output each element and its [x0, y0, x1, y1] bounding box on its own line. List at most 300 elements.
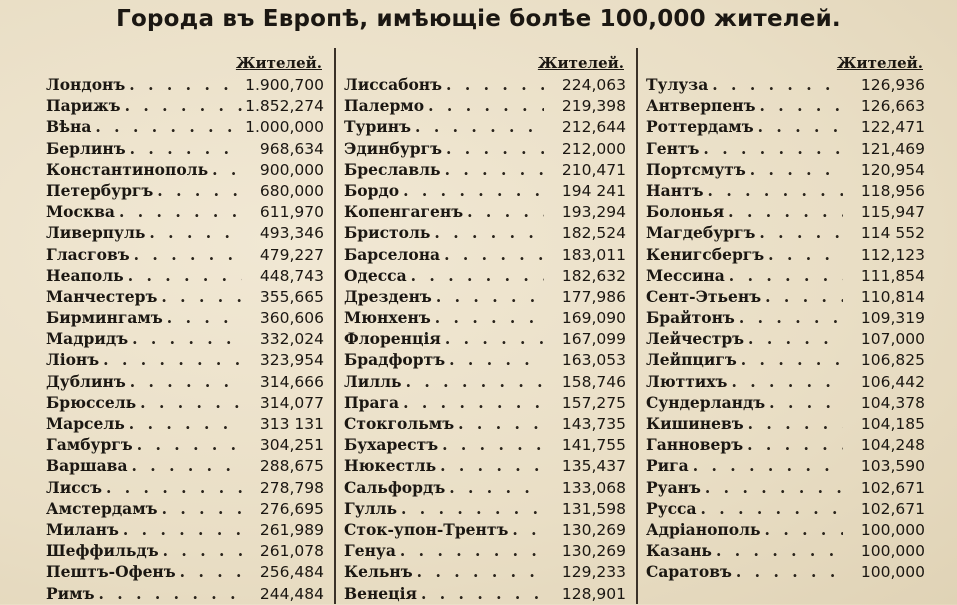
- table-row: [46, 498, 324, 519]
- leader-dots: [445, 477, 544, 498]
- city-name: Сток-упон-Трентъ: [344, 519, 509, 539]
- table-row: [344, 583, 626, 604]
- leader-dots: [407, 265, 544, 286]
- leader-dots: [159, 540, 242, 561]
- leader-dots: [396, 540, 544, 561]
- city-name: Бордо: [344, 180, 400, 200]
- population-value: 128,901: [561, 584, 626, 603]
- city-name: Адріанополь: [646, 519, 761, 539]
- city-name: Гулль: [344, 498, 398, 518]
- city-name: Бристоль: [344, 223, 431, 243]
- city-name: Варшава: [46, 456, 128, 476]
- population-value: 143,735: [561, 415, 626, 433]
- table-row: [344, 349, 626, 370]
- leader-dots: [133, 434, 242, 455]
- table-row: [344, 371, 626, 392]
- city-name: Москва: [46, 202, 115, 222]
- city-name: Тулуза: [646, 75, 709, 94]
- leader-dots: [704, 180, 843, 201]
- table-row: [646, 286, 925, 307]
- city-name: Нантъ: [646, 180, 704, 200]
- city-name: Стокгольмъ: [344, 414, 455, 433]
- city-name: Бухарестъ: [344, 435, 439, 455]
- population-value: 169,090: [561, 309, 626, 328]
- table-row: [646, 477, 925, 498]
- leader-dots: [765, 392, 843, 413]
- population-value: 968,634: [259, 139, 324, 158]
- city-name: Магдебургъ: [646, 223, 756, 243]
- population-value: 332,024: [259, 330, 324, 349]
- city-name: Петербургъ: [46, 180, 154, 200]
- table-row: [646, 222, 925, 243]
- table-row: [46, 244, 324, 265]
- table-row: [344, 244, 626, 265]
- city-name: Казань: [646, 541, 712, 561]
- city-name: Мюнхенъ: [344, 308, 431, 328]
- population-value: 210,471: [561, 160, 626, 179]
- population-value: 118,956: [860, 181, 925, 200]
- population-value: 106,825: [860, 351, 925, 370]
- population-value: 314,666: [259, 372, 324, 391]
- leader-dots: [208, 159, 242, 180]
- leader-dots: [699, 138, 843, 159]
- city-name: Лиссъ: [46, 477, 102, 497]
- city-name: Марсель: [46, 414, 125, 433]
- table-row: [46, 201, 324, 222]
- column-header: Жителей.: [537, 54, 624, 72]
- city-name: Миланъ: [46, 519, 119, 539]
- city-name: Саратовъ: [646, 562, 732, 582]
- leader-dots: [445, 349, 544, 370]
- leader-dots: [417, 583, 544, 604]
- leader-dots: [761, 286, 843, 307]
- table-row: [46, 95, 324, 116]
- table-row: [646, 201, 925, 222]
- population-value: 120,954: [860, 160, 925, 179]
- leader-dots: [399, 392, 544, 413]
- table-row: [46, 74, 324, 95]
- table-row: [646, 95, 925, 116]
- leader-dots: [463, 201, 544, 222]
- population-value: 141,755: [561, 436, 626, 455]
- city-name: Люттихъ: [646, 371, 728, 391]
- city-name: Сент-Этьенъ: [646, 286, 762, 306]
- leader-dots: [712, 540, 843, 561]
- table-row: [46, 222, 324, 243]
- population-value: 106,442: [860, 372, 925, 391]
- population-value: 261,989: [259, 520, 324, 539]
- city-name: Амстердамъ: [46, 498, 158, 518]
- table-row: [46, 286, 324, 307]
- table-row: [46, 392, 324, 413]
- population-value: 313 131: [259, 415, 324, 433]
- city-name: Руанъ: [646, 477, 701, 497]
- column-header: Жителей.: [235, 54, 322, 72]
- city-name: Константинополь: [46, 159, 209, 179]
- leader-dots: [689, 455, 843, 476]
- table-row: [344, 434, 626, 455]
- table-row: [344, 540, 626, 561]
- population-value: 493,346: [259, 224, 324, 243]
- leader-dots: [102, 477, 242, 498]
- leader-dots: [411, 116, 544, 137]
- city-name: Лилль: [344, 371, 402, 391]
- table-row: [344, 413, 626, 434]
- population-value: 111,854: [860, 266, 925, 285]
- population-value: 100,000: [860, 520, 925, 539]
- population-value: 177,986: [561, 287, 626, 306]
- table-row: [46, 180, 324, 201]
- city-name: Мадридъ: [46, 329, 129, 349]
- leader-dots: [746, 159, 843, 180]
- leader-dots: [454, 413, 544, 434]
- leader-dots: [163, 307, 242, 328]
- leader-dots: [124, 265, 242, 286]
- leader-dots: [436, 455, 544, 476]
- leader-dots: [126, 371, 242, 392]
- city-name: Венеція: [344, 583, 417, 603]
- table-row: [344, 307, 626, 328]
- city-name: Неаполь: [46, 265, 124, 285]
- leader-dots: [128, 455, 243, 476]
- city-name: Гентъ: [646, 138, 700, 158]
- table-row: [646, 434, 925, 455]
- population-value: 103,590: [860, 457, 925, 476]
- table-row: [646, 74, 925, 95]
- column-divider: [334, 48, 336, 604]
- population-value: 219,398: [561, 97, 626, 116]
- leader-dots: [115, 201, 242, 222]
- population-value: 102,671: [860, 499, 925, 518]
- leader-dots: [764, 244, 843, 265]
- table-row: [344, 265, 626, 286]
- population-value: 278,798: [259, 478, 324, 497]
- leader-dots: [121, 95, 242, 116]
- column-header: Жителей.: [836, 54, 923, 72]
- table-row: [344, 455, 626, 476]
- table-row: [646, 265, 925, 286]
- city-name: Ганноверъ: [646, 435, 744, 455]
- population-value: 102,671: [860, 478, 925, 497]
- leader-dots: [442, 138, 544, 159]
- city-name: Римъ: [46, 583, 95, 603]
- population-value: 126,663: [860, 97, 925, 116]
- leader-dots: [732, 561, 843, 582]
- leader-dots: [508, 519, 544, 540]
- leader-dots: [128, 328, 242, 349]
- leader-dots: [136, 392, 242, 413]
- table-row: [344, 328, 626, 349]
- population-value: 900,000: [259, 160, 324, 179]
- population-value: 104,248: [860, 436, 925, 455]
- population-value: 479,227: [259, 245, 324, 264]
- leader-dots: [441, 159, 544, 180]
- table-row: [46, 265, 324, 286]
- city-name: Бирмингамъ: [46, 308, 163, 328]
- table-column-1: [46, 52, 324, 604]
- leader-dots: [440, 244, 544, 265]
- population-value: 1.852,274: [245, 97, 324, 116]
- leader-dots: [697, 498, 844, 519]
- table-row: [46, 583, 324, 604]
- population-value: 224,063: [561, 76, 626, 94]
- table-row: [646, 392, 925, 413]
- table-row: [344, 95, 626, 116]
- leader-dots: [399, 180, 544, 201]
- table-row: [344, 180, 626, 201]
- table-row: [344, 498, 626, 519]
- city-name: Кенигсбергъ: [646, 244, 765, 264]
- city-name: Брюссель: [46, 392, 137, 412]
- table-row: [46, 307, 324, 328]
- table-row: [344, 477, 626, 498]
- city-name: Барселона: [344, 244, 441, 264]
- city-name: Копенгагенъ: [344, 202, 464, 222]
- population-value: 157,275: [561, 393, 626, 412]
- population-value: 135,437: [561, 457, 626, 476]
- city-name: Парижъ: [46, 96, 121, 116]
- city-name: Бреславль: [344, 159, 441, 179]
- population-value: 126,936: [860, 76, 925, 94]
- leader-dots: [119, 519, 242, 540]
- population-value: 448,743: [259, 266, 324, 285]
- column-divider: [636, 48, 638, 604]
- leader-dots: [397, 498, 544, 519]
- leader-dots: [125, 74, 242, 95]
- population-value: 194 241: [561, 181, 626, 200]
- population-value: 304,251: [259, 436, 324, 455]
- city-name: Ліонъ: [46, 350, 100, 370]
- city-name: Роттердамъ: [646, 117, 754, 137]
- population-value: 114 552: [860, 224, 925, 243]
- city-name: Русса: [646, 498, 697, 518]
- leader-dots: [744, 328, 843, 349]
- table-row: [646, 159, 925, 180]
- population-value: 104,185: [860, 415, 925, 433]
- table-row: [646, 498, 925, 519]
- table-row: [46, 116, 324, 137]
- table-row: [344, 138, 626, 159]
- table-row: [46, 138, 324, 159]
- leader-dots: [755, 222, 843, 243]
- leader-dots: [126, 138, 242, 159]
- city-name: Эдинбургъ: [344, 138, 442, 158]
- population-value: 107,000: [860, 330, 925, 349]
- leader-dots: [725, 265, 843, 286]
- leader-dots: [754, 116, 843, 137]
- city-name: Сальфордъ: [344, 477, 446, 497]
- city-name: Антверпенъ: [646, 96, 756, 116]
- leader-dots: [743, 434, 843, 455]
- population-value: 133,068: [561, 478, 626, 497]
- city-name: Мессина: [646, 265, 725, 285]
- population-value: 276,695: [259, 499, 324, 518]
- table-row: [646, 561, 925, 582]
- leader-dots: [402, 371, 544, 392]
- city-name: Кишиневъ: [646, 414, 744, 433]
- population-value: 129,233: [561, 563, 626, 582]
- table-row: [46, 561, 324, 582]
- table-row: [646, 328, 925, 349]
- table-column-3: [646, 52, 925, 583]
- table-row: [646, 116, 925, 137]
- population-value: 121,469: [860, 139, 925, 158]
- population-value: 122,471: [860, 118, 925, 137]
- table-row: [646, 413, 925, 434]
- city-name: Туринъ: [344, 117, 412, 137]
- population-value: 212,644: [561, 118, 626, 137]
- table-row: [646, 349, 925, 370]
- leader-dots: [432, 286, 544, 307]
- city-name: Портсмутъ: [646, 159, 746, 179]
- table-row: [46, 540, 324, 561]
- population-value: 1.000,000: [245, 118, 324, 137]
- table-row: [646, 244, 925, 265]
- population-value: 323,954: [259, 351, 324, 370]
- city-name: Берлинъ: [46, 138, 126, 158]
- population-value: 100,000: [860, 563, 925, 582]
- city-name: Одесса: [344, 265, 407, 285]
- population-value: 680,000: [259, 181, 324, 200]
- population-value: 261,078: [259, 542, 324, 561]
- table-row: [46, 371, 324, 392]
- city-name: Ливерпуль: [46, 223, 146, 243]
- leader-dots: [95, 583, 242, 604]
- population-value: 182,524: [561, 224, 626, 243]
- city-name: Шеффильдъ: [46, 541, 159, 561]
- city-name: Рига: [646, 456, 689, 476]
- table-row: [646, 138, 925, 159]
- city-name: Дрезденъ: [344, 286, 432, 306]
- population-value: 104,378: [860, 393, 925, 412]
- table-row: [46, 455, 324, 476]
- table-row: [646, 180, 925, 201]
- table-row: [344, 159, 626, 180]
- table-row: [344, 286, 626, 307]
- table-row: [46, 328, 324, 349]
- leader-dots: [708, 74, 843, 95]
- table-row: [646, 371, 925, 392]
- leader-dots: [441, 328, 544, 349]
- population-value: 314,077: [259, 393, 324, 412]
- population-value: 182,632: [561, 266, 626, 285]
- table-row: [344, 74, 626, 95]
- table-row: [344, 222, 626, 243]
- leader-dots: [744, 413, 843, 434]
- leader-dots: [438, 434, 544, 455]
- leader-dots: [701, 477, 843, 498]
- population-value: 1.900,700: [245, 76, 324, 94]
- city-name: Вѣна: [46, 117, 92, 137]
- population-value: 158,746: [561, 372, 626, 391]
- leader-dots: [130, 244, 242, 265]
- population-value: 212,000: [561, 139, 626, 158]
- city-name: Гласговъ: [46, 244, 130, 264]
- leader-dots: [153, 180, 242, 201]
- leader-dots: [125, 413, 242, 434]
- table-row: [646, 455, 925, 476]
- population-value: 167,099: [561, 330, 626, 349]
- city-name: Палермо: [344, 96, 425, 116]
- leader-dots: [158, 498, 242, 519]
- leader-dots: [176, 561, 242, 582]
- population-value: 193,294: [561, 203, 626, 222]
- population-value: 115,947: [860, 203, 925, 222]
- city-name: Кельнъ: [344, 562, 413, 582]
- city-name: Брадфортъ: [344, 350, 446, 370]
- city-name: Лейпцигъ: [646, 350, 737, 370]
- population-value: 288,675: [259, 457, 324, 476]
- population-value: 256,484: [259, 563, 324, 582]
- leader-dots: [145, 222, 242, 243]
- population-value: 109,319: [860, 309, 925, 328]
- leader-dots: [430, 222, 544, 243]
- leader-dots: [431, 307, 544, 328]
- table-row: [344, 201, 626, 222]
- city-name: Прага: [344, 392, 400, 412]
- population-value: 355,665: [259, 287, 324, 306]
- city-name: Болонья: [646, 202, 725, 222]
- population-value: 110,814: [860, 287, 925, 306]
- population-value: 183,011: [561, 245, 626, 264]
- table-row: [344, 116, 626, 137]
- leader-dots: [424, 95, 544, 116]
- population-value: 611,970: [259, 203, 324, 222]
- table-row: [646, 519, 925, 540]
- leader-dots: [727, 371, 843, 392]
- population-value: 112,123: [860, 245, 925, 264]
- table-row: [344, 561, 626, 582]
- city-name: Лиссабонъ: [344, 75, 443, 94]
- leader-dots: [413, 561, 544, 582]
- table-row: [344, 519, 626, 540]
- population-value: 100,000: [860, 542, 925, 561]
- city-name: Брайтонъ: [646, 308, 735, 328]
- city-name: Гамбургъ: [46, 435, 133, 455]
- city-name: Пештъ-Офенъ: [46, 562, 176, 582]
- table-row: [46, 159, 324, 180]
- leader-dots: [157, 286, 242, 307]
- table-row: [646, 307, 925, 328]
- leader-dots: [91, 116, 242, 137]
- population-value: 163,053: [561, 351, 626, 370]
- city-name: Лондонъ: [46, 75, 126, 94]
- leader-dots: [99, 349, 242, 370]
- population-value: 130,269: [561, 520, 626, 539]
- population-value: 360,606: [259, 309, 324, 328]
- table-row: [46, 477, 324, 498]
- leader-dots: [761, 519, 843, 540]
- page-title: Города въ Европѣ, имѣющіе болѣе 100,000 жителей.: [116, 6, 841, 32]
- leader-dots: [737, 349, 843, 370]
- leader-dots: [755, 95, 843, 116]
- table-row: [46, 519, 324, 540]
- table-column-2: [344, 52, 626, 604]
- leader-dots: [724, 201, 843, 222]
- city-name: Сундерландъ: [646, 392, 766, 412]
- leader-dots: [735, 307, 843, 328]
- population-value: 130,269: [561, 542, 626, 561]
- city-name: Дублинъ: [46, 371, 126, 391]
- population-value: 244,484: [259, 584, 324, 603]
- leader-dots: [442, 74, 544, 95]
- city-name: Манчестеръ: [46, 286, 158, 306]
- table-row: [46, 434, 324, 455]
- city-name: Лейчестръ: [646, 329, 745, 349]
- table-row: [646, 540, 925, 561]
- table-row: [344, 392, 626, 413]
- population-value: 131,598: [561, 499, 626, 518]
